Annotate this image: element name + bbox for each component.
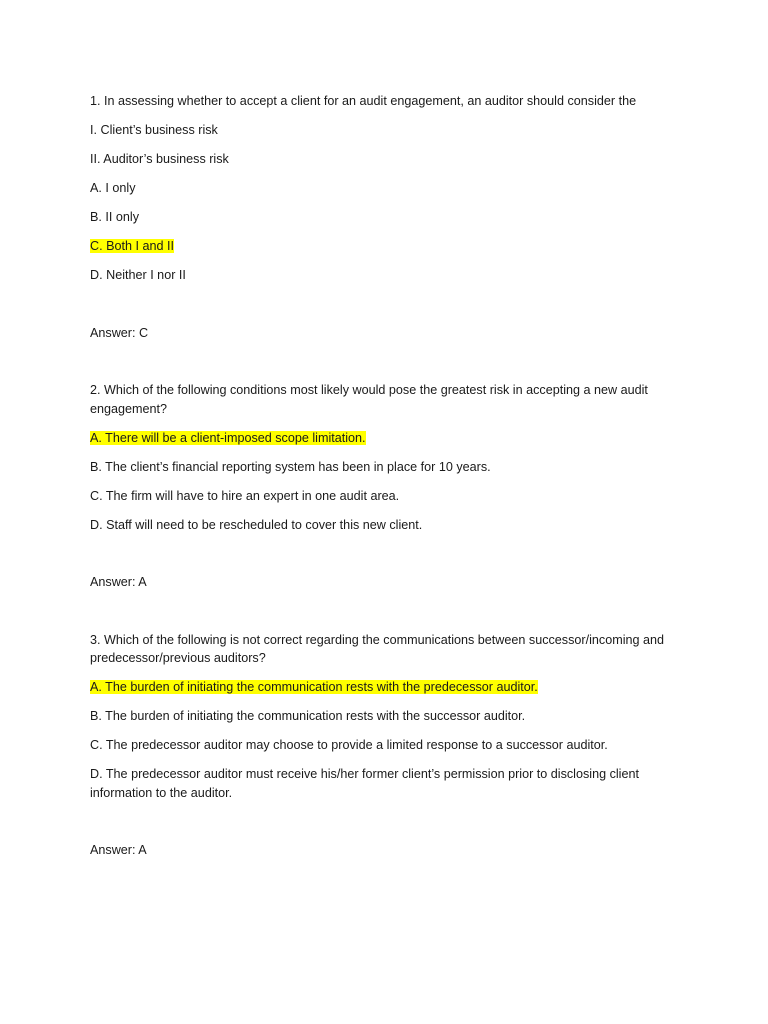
- question-stem: 3. Which of the following is not correct regarding the communications between successor/incoming and predecessor/previous auditors?: [90, 632, 665, 665]
- option-b: B. II only: [90, 210, 139, 224]
- option-d: D. Staff will need to be rescheduled to cover this new client.: [90, 517, 423, 532]
- option-b: B. The burden of initiating the communication rests with the successor auditor.: [90, 709, 526, 723]
- highlighted-option: A. The burden of initiating the communication rests with the predecessor auditor.: [90, 680, 538, 694]
- option-a: [90, 678, 690, 697]
- statement: I. Client’s business risk: [90, 123, 218, 137]
- option-c: [90, 237, 690, 256]
- question-stem: 2. Which of the following conditions most likely would pose the greatest risk in accepting a new audit engagement?: [90, 383, 648, 416]
- question-2: [90, 381, 690, 592]
- question-1: [90, 92, 690, 342]
- question-stem: 1. In assessing whether to accept a client for an audit engagement, an auditor should consider the: [90, 94, 637, 108]
- option-a: [90, 429, 690, 448]
- question-3: [90, 631, 690, 860]
- statement: II. Auditor’s business risk: [90, 152, 229, 166]
- option-c: C. The predecessor auditor may choose to provide a limited response to a successor auditor.: [90, 738, 608, 752]
- answer-line: Answer: A: [90, 843, 147, 857]
- option-d: D. Neither I nor II: [90, 268, 186, 282]
- answer-line: Answer: A: [90, 575, 147, 589]
- highlighted-option: A. There will be a client-imposed scope limitation.: [90, 430, 366, 445]
- option-b: B. The client’s financial reporting system has been in place for 10 years.: [90, 459, 491, 474]
- answer-line: Answer: C: [90, 325, 149, 340]
- option-d: D. The predecessor auditor must receive his/her former client’s permission prior to disclosing client information to the auditor.: [90, 767, 639, 800]
- option-a: A. I only: [90, 181, 136, 195]
- option-c: C. The firm will have to hire an expert in one audit area.: [90, 488, 400, 503]
- document-content: [90, 92, 690, 870]
- highlighted-option: C. Both I and II: [90, 239, 175, 253]
